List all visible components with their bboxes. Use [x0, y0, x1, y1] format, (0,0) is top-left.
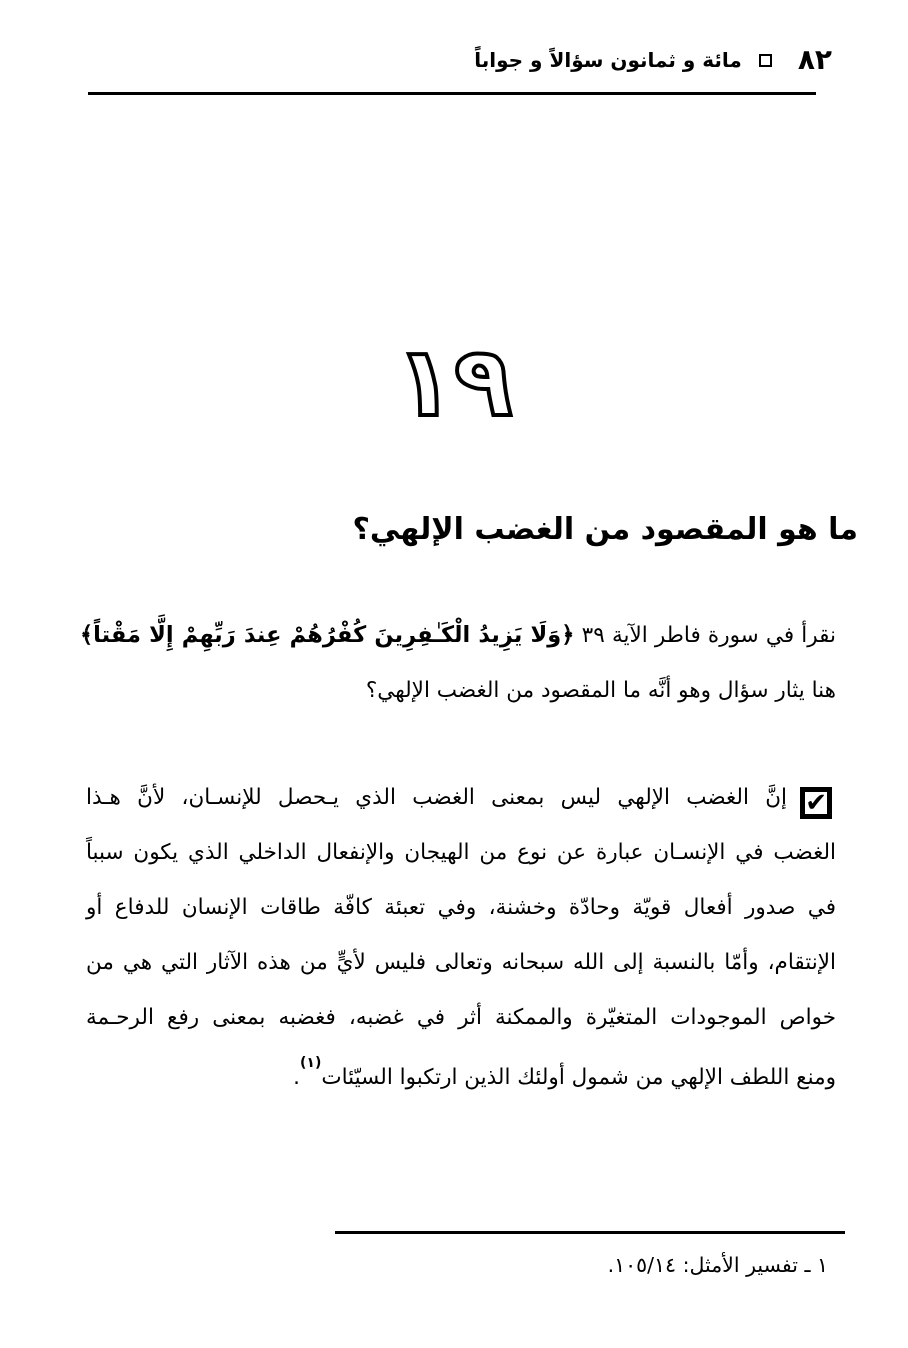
check-icon: ✔ [805, 788, 827, 818]
question-intro: نقرأ في سورة فاطر الآية ٣٩ [574, 623, 836, 648]
header-divider [88, 92, 816, 95]
answer-text: إنَّ الغضب الإلهي ليس بمعنى الغضب الذي يـحصل للإنسـان، لأنَّ هـذا [86, 785, 787, 810]
question-line [80, 608, 836, 663]
book-title: مائة و ثمانون سؤالاً و جواباً [474, 48, 742, 72]
answer-line [86, 1045, 836, 1105]
answer-line: في صدور أفعال قويّة وحادّة وخشنة، وفي تعبئة كافّة طاقات الإنسان للدفاع أو [86, 895, 836, 920]
page-header [474, 43, 832, 76]
question-paragraph [80, 608, 836, 718]
quran-verse: ﴿وَلَا يَزِيدُ الْكَـٰفِرِينَ كُفْرُهُمْ عِندَ رَبِّهِمْ إِلَّا مَقْتاً﴾ [80, 622, 575, 648]
page-number: ٨٢ [797, 43, 832, 76]
footnote-divider [335, 1231, 845, 1234]
answer-line [86, 770, 836, 825]
footnote-marker: (١) [300, 1055, 322, 1071]
question-line: هنا يثار سؤال وهو أنَّه ما المقصود من الغضب الإلهي؟ [365, 678, 836, 703]
answer-line: الغضب في الإنسـان عبارة عن نوع من الهيجان والإنفعال الداخلي الذي يكون سبباً [86, 840, 836, 865]
separator-box-icon [759, 54, 772, 67]
question-heading: ما هو المقصود من الغضب الإلهي؟ [352, 512, 858, 547]
answer-line: خواص الموجودات المتغيّرة والممكنة أثر في غضبه، فغضبه بمعنى رفع الرحـمة [86, 1005, 836, 1030]
answer-line: الإنتقام، وأمّا بالنسبة إلى الله سبحانه وتعالى فليس لأيٍّ من هذه الآثار التي هي من [86, 950, 836, 975]
answer-checkbox-icon [800, 787, 832, 819]
answer-paragraph [86, 770, 836, 1105]
chapter-number: ١٩ [395, 326, 513, 438]
footnote-reference: ١ ـ تفسير الأمثل: ١٠٥/١٤. [607, 1253, 828, 1277]
answer-text: ومنع اللطف الإلهي من شمول أولئك الذين ارتكبوا السيّئات [321, 1065, 836, 1091]
sentence-end: . [293, 1065, 300, 1091]
